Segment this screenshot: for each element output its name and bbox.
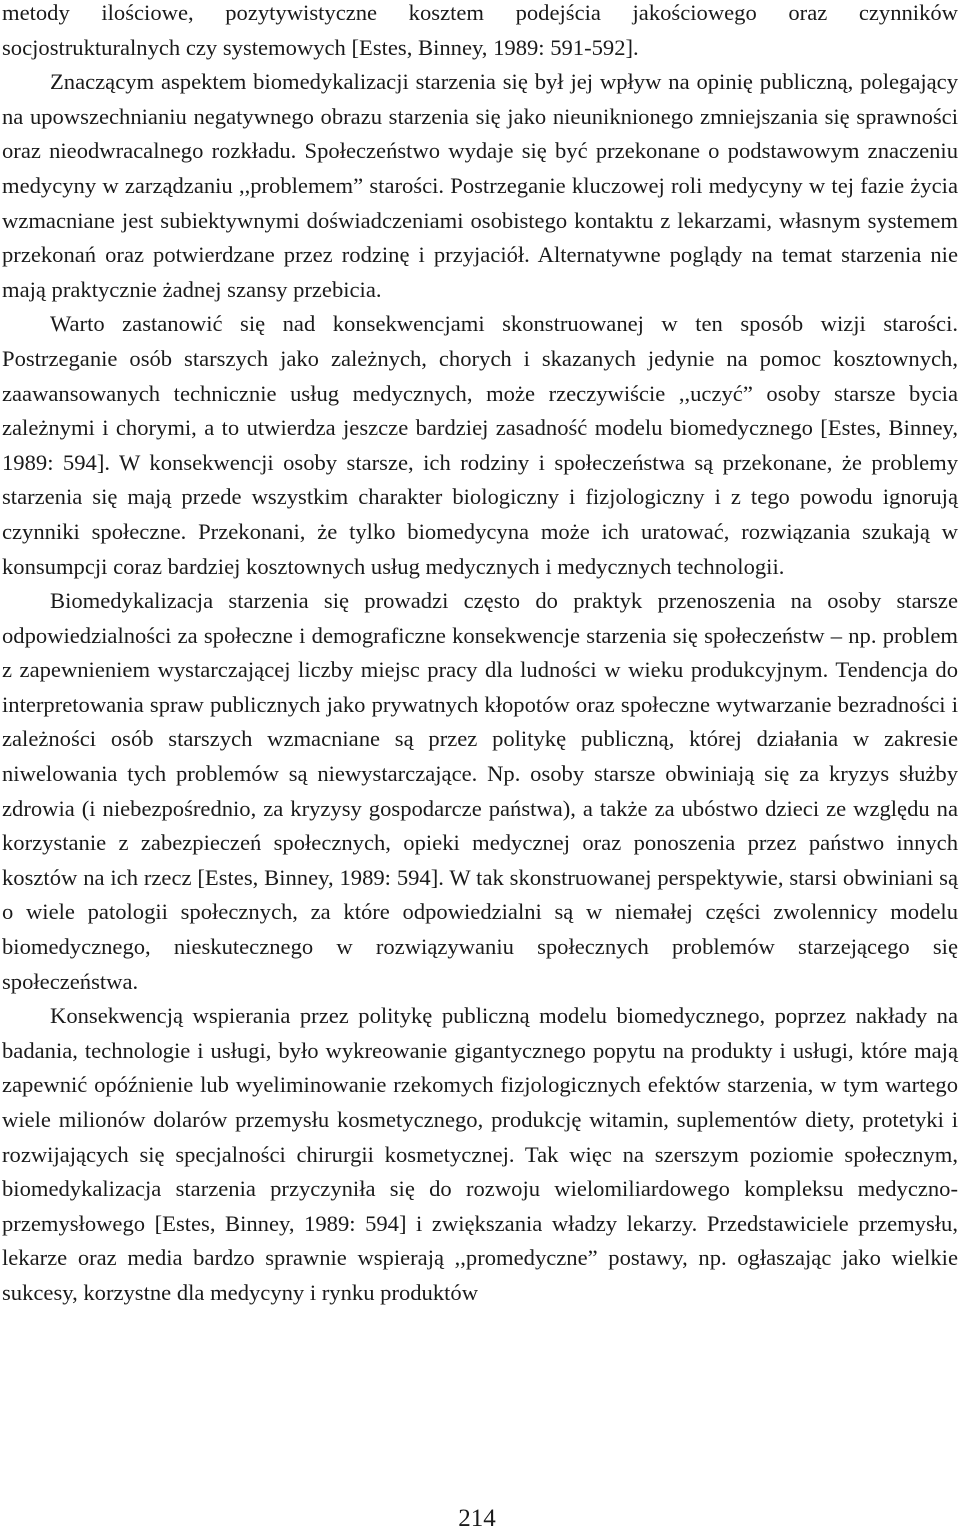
paragraph-1: metody ilościowe, pozytywistyczne kosztem podejścia jakościowego oraz czynników socjostrukturalnych czy systemowych [Estes, Binney, 1989: 591-592]. [2,0,958,60]
page-number: 214 [458,1505,496,1532]
paragraph-5: Konsekwencją wspierania przez politykę publiczną modelu biomedycznego, poprzez nakłady na badania, technologie i usługi, było wykreowanie gigantycznego popytu na produkty i usługi, które mają zapewnić opóźnienie lub wyeliminowanie rzekomych fizjologicznych efektów starzenia, w tym wartego wiele milionów dolarów przemysłu kosmetycznego, produkcję witamin, suplementów diety, protetyki i rozwijających się specjalności chirurgii kosmetycznej. Tak więc na szerszym poziomie społecznym, biomedykalizacja starzenia przyczyniła się do rozwoju wielomiliardowego kompleksu medyczno-przemysłowego [Estes, Binney, 1989: 594] i zwiększania władzy lekarzy. Przedstawiciele przemysłu, lekarze oraz media bardzo sprawnie wspierają ,,promedyczne” postawy, np. ogłaszając jako wielkie sukcesy, korzystne dla medycyny i rynku produktów [2,1003,958,1305]
body-text [2,0,958,1311]
paragraph-4: Biomedykalizacja starzenia się prowadzi często do praktyk przenoszenia na osoby starsze odpowiedzialności za społeczne i demograficzne konsekwencje starzenia się społeczeństw – np. problem z zapewnieniem wystarczającej liczby miejsc pracy dla ludności w wieku produkcyjnym. Tendencja do interpretowania spraw publicznych jako prywatnych kłopotów oraz społeczne wytwarzanie bezradności i zależności osób starszych wzmacniane są przez politykę publiczną, której działania w zakresie niwelowania tych problemów są niewystarczające. Np. osoby starsze obwiniają się za kryzys służby zdrowia (i niebezpośrednio, za kryzysy gospodarcze państwa), a także za ubóstwo dzieci ze względu na korzystanie z zabezpieczeń społecznych, opieki medycznej oraz ponoszenia przez państwo innych kosztów na ich rzecz [Estes, Binney, 1989: 594]. W tak skonstruowanej perspektywie, starsi obwiniani są o wiele patologii społecznych, za które odpowiedzialni są w niemałej części zwolennicy modelu biomedycznego, nieskutecznego w rozwiązywaniu społecznych problemów starzejącego się społeczeństwa. [2,588,958,994]
paragraph-3: Warto zastanowić się nad konsekwencjami skonstruowanej w ten sposób wizji starości. Postrzeganie osób starszych jako zależnych, chorych i skazanych jedynie na pomoc kosztownych, zaawansowanych technicznie usług medycznych, może rzeczywiście ,,uczyć” osoby starsze bycia zależnymi i chorymi, a to utwierdza jeszcze bardziej zasadność modelu biomedycznego [Estes, Binney, 1989: 594]. W konsekwencji osoby starsze, ich rodziny i społeczeństwa są przekonane, że problemy starzenia się mają przede wszystkim charakter biologiczny i fizjologiczny i z tego powodu ignorują czynniki społeczne. Przekonani, że tylko biomedycyna może ich uratować, rozwiązania szukają w konsumpcji coraz bardziej kosztownych usług medycznych i medycznych technologii. [2,311,958,579]
paragraph-2: Znaczącym aspektem biomedykalizacji starzenia się był jej wpływ na opinię publiczną, polegający na upowszechnianiu negatywnego obrazu starzenia się jako nieuniknionego zmniejszania się sprawności oraz nieodwracalnego rozkładu. Społeczeństwo wydaje się być przekonane o podstawowym znaczeniu medycyny w zarządzaniu ,,problemem” starości. Postrzeganie kluczowej roli medycyny w tej fazie życia wzmacniane jest subiektywnymi doświadczeniami osobistego kontaktu z lekarzami, własnym systemem przekonań oraz potwierdzane przez rodzinę i przyjaciół. Alternatywne poglądy na temat starzenia nie mają praktycznie żadnej szansy przebicia. [2,69,958,302]
